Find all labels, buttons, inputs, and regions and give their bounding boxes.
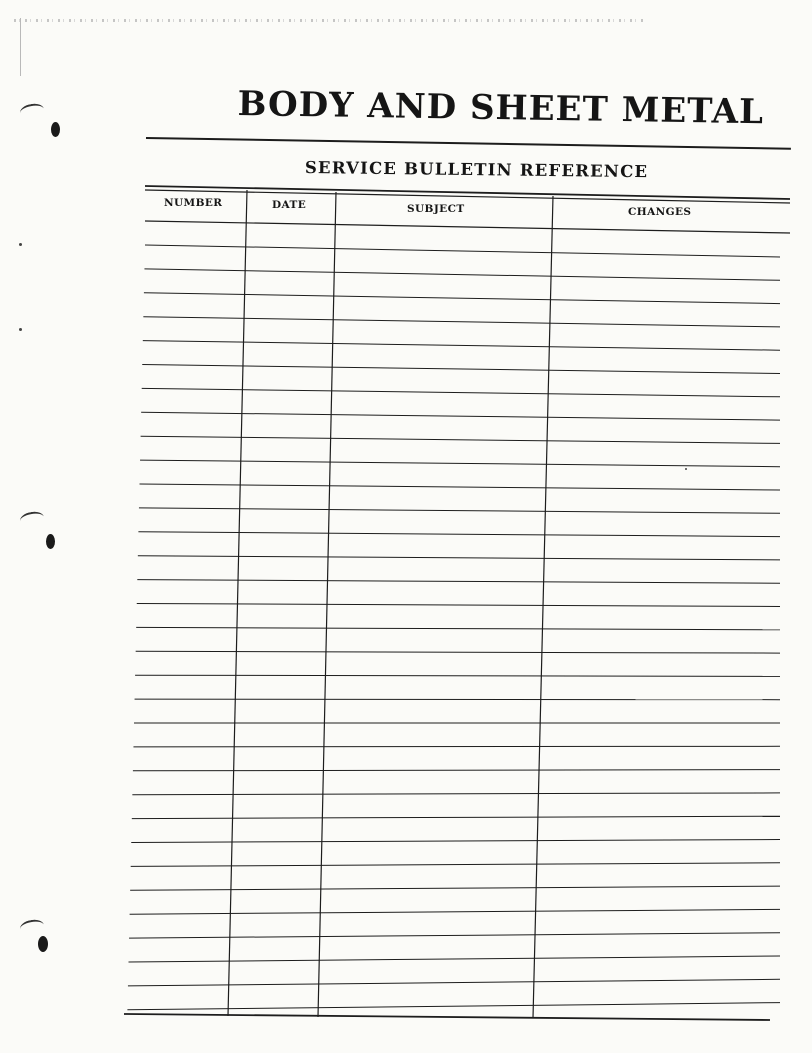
column-header-subject: SUBJECT (407, 203, 465, 215)
table-bottom-rule (124, 1014, 770, 1020)
row-rule (137, 604, 780, 607)
row-rule (131, 863, 780, 867)
row-rule (138, 532, 780, 537)
row-rule (136, 627, 780, 629)
row-rule (130, 909, 780, 914)
row-rule (142, 388, 780, 396)
row-rule (130, 886, 780, 890)
row-rule (132, 793, 780, 795)
row-rule (129, 933, 780, 938)
row-rule (141, 436, 780, 443)
row-rule (137, 580, 780, 584)
row-rule (143, 341, 780, 351)
page-title: BODY AND SHEET METAL (237, 84, 765, 133)
column-header-changes: CHANGES (628, 206, 692, 218)
row-rule (144, 269, 780, 280)
row-rule (141, 412, 780, 420)
row-rule (131, 840, 780, 843)
row-rule (127, 1003, 780, 1010)
column-header-number: NUMBER (164, 197, 223, 209)
row-rule (132, 816, 780, 818)
row-rule (136, 651, 780, 653)
row-rule (140, 460, 780, 467)
row-rule (140, 484, 781, 490)
row-rule (145, 245, 780, 257)
table-subtitle: SERVICE BULLETIN REFERENCE (304, 158, 649, 182)
row-rule (135, 699, 780, 700)
row-rule (138, 556, 780, 560)
column-divider (533, 196, 553, 1018)
row-rule (139, 508, 780, 513)
row-rule (133, 770, 780, 771)
column-divider (228, 190, 247, 1016)
row-rule (128, 979, 780, 986)
row-rule (142, 365, 780, 374)
row-rule (129, 956, 781, 962)
row-rule (133, 746, 780, 747)
row-rule (143, 317, 780, 327)
column-header-date: DATE (272, 199, 307, 211)
header-bottom-rule (145, 221, 790, 233)
row-rule (135, 675, 780, 676)
row-rule (144, 293, 780, 304)
